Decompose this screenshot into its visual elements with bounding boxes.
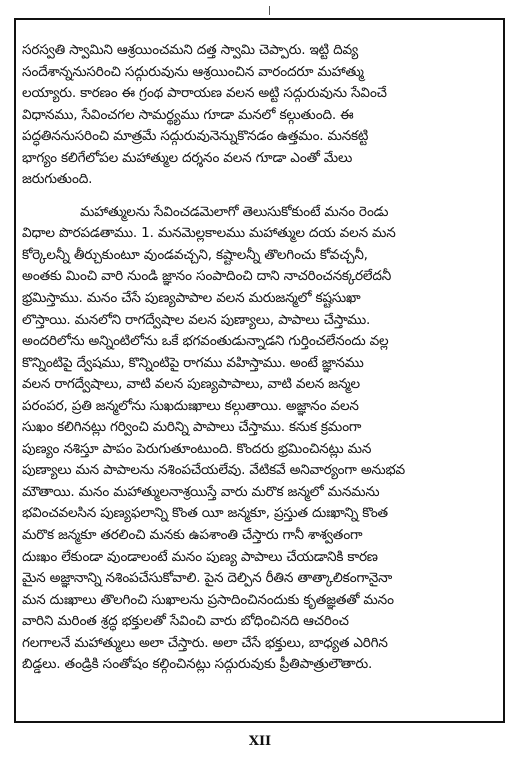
text-line: కోర్కెలన్నీ తీర్చుకుంటూ వుండవచ్చని, కష్టాలన్నీ తొలగించు కోవచ్చనీ, (22, 246, 368, 263)
text-line: విధానము, సేవించగల సామర్థ్యము గూడా మనలో కల్గుతుంది. ఈ (22, 106, 354, 123)
text-line: మౌతాయి. మనం మహాత్ములనాశ్రయిస్తే వారు మరొక జన్మలో మనమను (22, 483, 380, 500)
text-line: దుఃఖం లేకుండా వుండాలంటే మనం పుణ్య పాపాలు చేయడానికి కారణ (22, 548, 378, 565)
text-line: వారిని మరింత శ్రద్ధ భక్తులతో సేవించి వారు బోధించినది ఆచరించ (22, 613, 349, 630)
paragraph-2 (22, 202, 498, 676)
text-line: మహాత్ములను సేవించడమెలాగో తెలుసుకోకుంటే మనం రెండు (80, 203, 389, 220)
text-line: పుణ్యం నశిస్తూ పాపం పెరుగుతూంటుంది. కొందరు భ్రమించినట్లు మన (22, 440, 372, 457)
text-line: సందేశాన్ననుసరించి సద్గురువును ఆశ్రయించిన వారందరూ మహాత్ము (22, 63, 364, 80)
text-line: లొస్తాయి. మనలోని రాగద్వేషాల వలన పుణ్యాలు, పాపాలు చేస్తాము. (22, 311, 371, 328)
page-number: XII (248, 734, 272, 749)
text-line: భవించవలసిన పుణ్యఫలాన్ని కొంత యీ జన్మకూ, ప్రస్తుత దుఃఖాన్ని కొంత (22, 505, 388, 522)
text-line: లయ్యారు. కారణం ఈ గ్రంథ పారాయణ వలన అట్టి సద్గురువును సేవించే (22, 85, 387, 102)
body-text (22, 40, 498, 676)
text-line: సుఖం కలిగినట్లు గర్వించి మరిన్ని పాపాలు చేస్తాము. కనుక క్రమంగా (22, 419, 362, 436)
text-line: అందరిలోను అన్నింటిలోను ఒకే భగవంతుడున్నాడని గుర్తించలేనందు వల్ల (22, 333, 389, 350)
text-line: బిడ్డలు. తండ్రికి సంతోషం కల్గించినట్లు సద్గురువుకు ప్రీతిపాత్రులౌతారు. (22, 656, 373, 673)
text-line: అంతకు మించి వారి నుండి జ్ఞానం సంపాదించి దాని నాచరించనక్కరలేదనీ (22, 268, 392, 285)
text-line: భాగ్యం కలిగేలోపల మహాత్ముల దర్శనం వలన గూడా ఎంతో మేలు (22, 149, 353, 166)
scan-mark (269, 6, 270, 15)
paragraph-1 (22, 40, 498, 191)
text-line: విధాల పొరపడతాము. 1. మనమెల్లకాలము మహాత్ముల దయ వలన మన (22, 225, 396, 242)
text-line: గలగాలనే మహాత్ములు అలా చేస్తారు. అలా చేసే భక్తులు, బాధ్యత ఎరిగిన (22, 634, 388, 651)
text-line: భ్రమిస్తాము. మనం చేసే పుణ్యపాపాల వలన మరుజన్మలో కష్టసుఖా (22, 290, 361, 307)
text-line: కొన్నింటిపై ద్వేషము, కొన్నింటిపై రాగము వహిస్తాము. అంటే జ్ఞానము (22, 354, 364, 371)
text-line: పద్ధతిననుసరించి మాత్రమే సద్గురువునెన్నుకొనడం ఉత్తమం. మనకట్టి (22, 128, 369, 145)
text-line: మైన అజ్ఞానాన్ని నశింపచేసుకోవాలి. పైన దెల్పిన రీతిన తాత్కాలికంగానైనా (22, 570, 393, 587)
text-line: మన దుఃఖాలు తొలగించి సుఖాలను ప్రసాదించినందుకు కృతజ్ఞతతో మనం (22, 591, 394, 608)
text-line: జరుగుతుంది. (22, 171, 93, 188)
paragraph-gap (22, 191, 498, 202)
text-line: మరొక జన్మకూ తరలించి మనకు ఉపశాంతి చేస్తారు గానీ శాశ్వతంగా (22, 527, 363, 544)
text-line: వలన రాగద్వేషాలు, వాటి వలన పుణ్యపాపాలు, వాటి వలన జన్మల (22, 376, 360, 393)
text-line: సరస్వతి స్వామిని ఆశ్రయించమని దత్త స్వామి చెప్పారు. ఇట్టి దివ్య (22, 42, 359, 58)
text-line: పరంపర, ప్రతి జన్మలోను సుఖదుఃఖాలు కల్గుతాయి. అజ్ఞానం వలన (22, 397, 359, 414)
text-line: పుణ్యాలు మన పాపాలను నశింపచేయలేవు. వేటికవే అనివార్యంగా అనుభవ (22, 462, 405, 479)
